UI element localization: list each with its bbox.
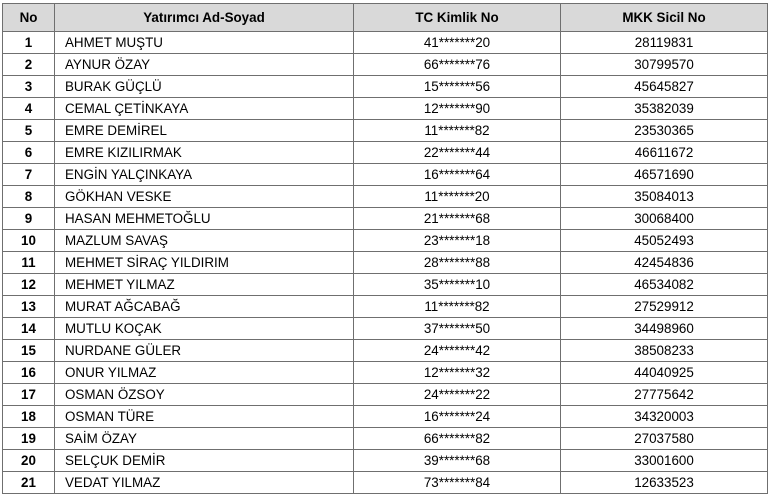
table-row [3,208,768,230]
investor-name-cell: OSMAN ÖZSOY [55,384,354,406]
table-row [3,230,768,252]
mkk-registry-cell: 46611672 [561,142,768,164]
investor-name-cell: MAZLUM SAVAŞ [55,230,354,252]
row-number-cell: 19 [3,428,55,450]
mkk-registry-cell: 27529912 [561,296,768,318]
investor-name-cell: HASAN MEHMETOĞLU [55,208,354,230]
table-row [3,428,768,450]
row-number-cell: 17 [3,384,55,406]
table-row [3,164,768,186]
tc-id-cell: 24*******42 [354,340,561,362]
investor-table-container [2,3,768,494]
table-row [3,76,768,98]
tc-id-cell: 21*******68 [354,208,561,230]
mkk-registry-cell: 46534082 [561,274,768,296]
table-row [3,362,768,384]
investor-name-cell: ONUR YILMAZ [55,362,354,384]
mkk-registry-cell: 12633523 [561,472,768,494]
investor-name-cell: CEMAL ÇETİNKAYA [55,98,354,120]
investor-name-cell: MEHMET SİRAÇ YILDIRIM [55,252,354,274]
table-row [3,340,768,362]
mkk-registry-cell: 34498960 [561,318,768,340]
tc-id-cell: 35*******10 [354,274,561,296]
table-row [3,296,768,318]
header-row [3,4,768,32]
row-number-cell: 12 [3,274,55,296]
row-number-cell: 8 [3,186,55,208]
table-row [3,384,768,406]
row-number-cell: 15 [3,340,55,362]
tc-id-cell: 22*******44 [354,142,561,164]
table-row [3,32,768,54]
row-number-cell: 5 [3,120,55,142]
tc-id-cell: 37*******50 [354,318,561,340]
row-number-cell: 6 [3,142,55,164]
mkk-registry-cell: 44040925 [561,362,768,384]
mkk-registry-cell: 42454836 [561,252,768,274]
investor-name-cell: AHMET MUŞTU [55,32,354,54]
table-row [3,472,768,494]
investor-name-cell: EMRE DEMİREL [55,120,354,142]
header-name: Yatırımcı Ad-Soyad [55,4,354,32]
mkk-registry-cell: 34320003 [561,406,768,428]
investor-name-cell: OSMAN TÜRE [55,406,354,428]
tc-id-cell: 12*******90 [354,98,561,120]
mkk-registry-cell: 23530365 [561,120,768,142]
tc-id-cell: 11*******82 [354,296,561,318]
row-number-cell: 18 [3,406,55,428]
tc-id-cell: 39*******68 [354,450,561,472]
mkk-registry-cell: 28119831 [561,32,768,54]
tc-id-cell: 23*******18 [354,230,561,252]
investor-name-cell: SELÇUK DEMİR [55,450,354,472]
investor-name-cell: BURAK GÜÇLÜ [55,76,354,98]
header-tc: TC Kimlik No [354,4,561,32]
row-number-cell: 21 [3,472,55,494]
row-number-cell: 11 [3,252,55,274]
mkk-registry-cell: 35382039 [561,98,768,120]
mkk-registry-cell: 46571690 [561,164,768,186]
tc-id-cell: 12*******32 [354,362,561,384]
table-row [3,318,768,340]
investor-name-cell: AYNUR ÖZAY [55,54,354,76]
tc-id-cell: 66*******76 [354,54,561,76]
investor-name-cell: EMRE KIZILIRMAK [55,142,354,164]
table-row [3,450,768,472]
tc-id-cell: 66*******82 [354,428,561,450]
tc-id-cell: 24*******22 [354,384,561,406]
row-number-cell: 20 [3,450,55,472]
mkk-registry-cell: 27037580 [561,428,768,450]
table-row [3,98,768,120]
investor-name-cell: SAİM ÖZAY [55,428,354,450]
tc-id-cell: 16*******64 [354,164,561,186]
tc-id-cell: 15*******56 [354,76,561,98]
mkk-registry-cell: 27775642 [561,384,768,406]
table-row [3,142,768,164]
mkk-registry-cell: 45645827 [561,76,768,98]
investor-name-cell: MURAT AĞCABAĞ [55,296,354,318]
table-body [3,32,768,494]
investor-name-cell: MUTLU KOÇAK [55,318,354,340]
tc-id-cell: 11*******82 [354,120,561,142]
tc-id-cell: 28*******88 [354,252,561,274]
table-row [3,54,768,76]
tc-id-cell: 11*******20 [354,186,561,208]
mkk-registry-cell: 30068400 [561,208,768,230]
row-number-cell: 9 [3,208,55,230]
row-number-cell: 4 [3,98,55,120]
investor-name-cell: ENGİN YALÇINKAYA [55,164,354,186]
row-number-cell: 7 [3,164,55,186]
row-number-cell: 2 [3,54,55,76]
investor-name-cell: VEDAT YILMAZ [55,472,354,494]
tc-id-cell: 41*******20 [354,32,561,54]
row-number-cell: 3 [3,76,55,98]
mkk-registry-cell: 35084013 [561,186,768,208]
investor-name-cell: GÖKHAN VESKE [55,186,354,208]
tc-id-cell: 16*******24 [354,406,561,428]
row-number-cell: 16 [3,362,55,384]
table-row [3,274,768,296]
mkk-registry-cell: 30799570 [561,54,768,76]
mkk-registry-cell: 38508233 [561,340,768,362]
header-no: No [3,4,55,32]
mkk-registry-cell: 33001600 [561,450,768,472]
investor-name-cell: NURDANE GÜLER [55,340,354,362]
table-row [3,186,768,208]
table-row [3,406,768,428]
table-row [3,252,768,274]
table-header [3,4,768,32]
tc-id-cell: 73*******84 [354,472,561,494]
row-number-cell: 14 [3,318,55,340]
table-row [3,120,768,142]
header-mkk: MKK Sicil No [561,4,768,32]
row-number-cell: 10 [3,230,55,252]
row-number-cell: 1 [3,32,55,54]
row-number-cell: 13 [3,296,55,318]
investor-table [2,3,768,494]
investor-name-cell: MEHMET YILMAZ [55,274,354,296]
mkk-registry-cell: 45052493 [561,230,768,252]
